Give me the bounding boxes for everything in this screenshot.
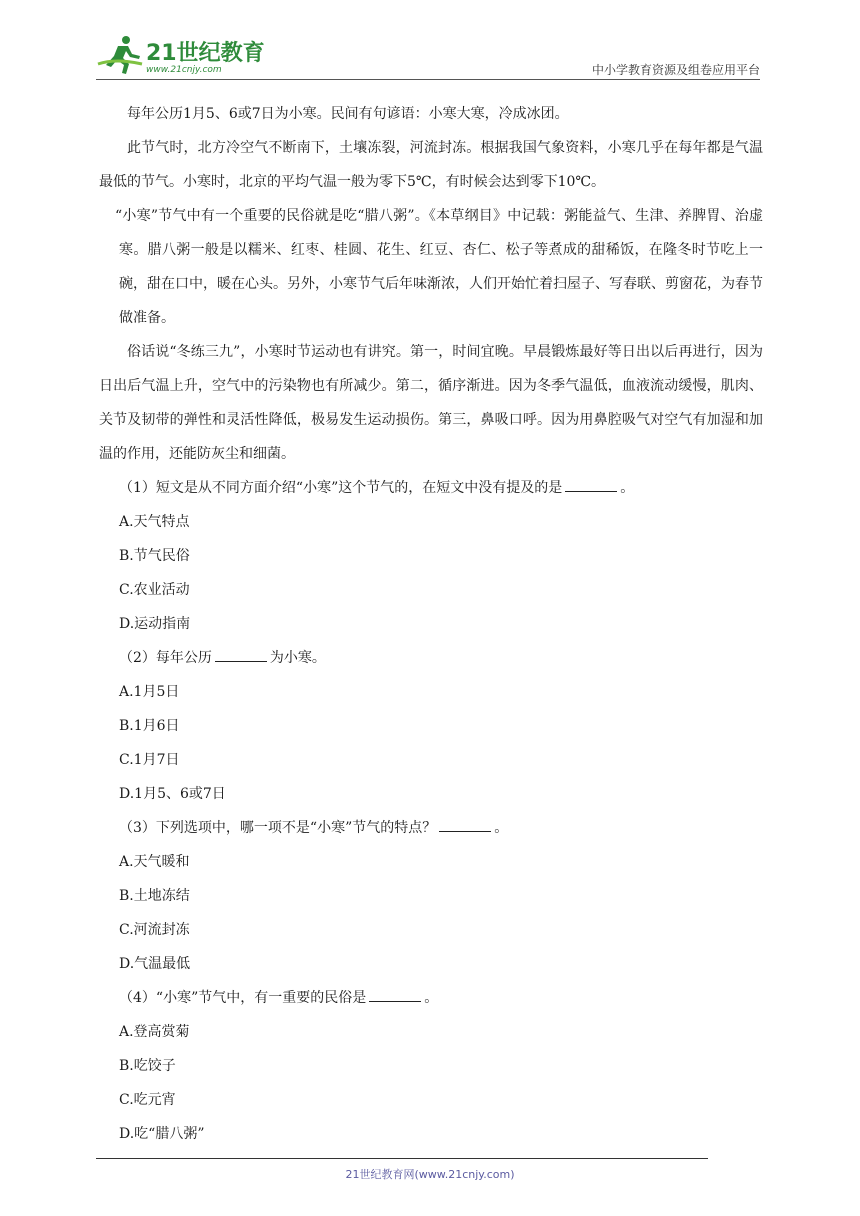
question-3 [99, 811, 763, 981]
answer-blank [565, 477, 617, 492]
question-stem-text: （3）下列选项中，哪一项不是“小寒”节气的特点？ [119, 820, 437, 836]
question-1 [99, 471, 763, 641]
option-b: B.吃饺子 [119, 1058, 176, 1074]
question-stem-end: 。 [424, 990, 439, 1006]
option-d: D.气温最低 [119, 956, 191, 972]
question-stem [99, 471, 763, 505]
logo [96, 34, 266, 76]
option-a: A.登高赏菊 [119, 1024, 190, 1040]
question-stem [99, 981, 763, 1015]
question-stem-end: 。 [494, 820, 509, 836]
footer-divider [96, 1158, 708, 1159]
passage-paragraph-3: “小寒”节气中有一个重要的民俗就是吃“腊八粥”。《本草纲目》中记载：粥能益气、生津、养脾胃、治虚寒。腊八粥一般是以糯米、红枣、桂圆、花生、红豆、杏仁、松子等煮成的甜稀饭，在隆冬时节吃上一碗，甜在口中，暖在心头。另外，小寒节气后年味渐浓，人们开始忙着扫屋子、写春联、剪窗花，为春节做准备。 [115, 208, 763, 326]
option-c: C.1月7日 [119, 752, 180, 768]
passage-paragraph-4: 俗话说“冬练三九”，小寒时节运动也有讲究。第一，时间宜晚。早晨锻炼最好等日出以后再进行，因为日出后气温上升，空气中的污染物也有所减少。第二，循序渐进。因为冬季气温低，血液流动缓慢，肌肉、关节及韧带的弹性和灵活性降低，极易发生运动损伤。第三，鼻吸口呼。因为用鼻腔吸气对空气有加湿和加温的作用，还能防灰尘和细菌。 [99, 344, 763, 462]
question-stem-end: 。 [620, 480, 635, 496]
platform-label: 中小学教育资源及组卷应用平台 [591, 63, 760, 77]
page-header [96, 34, 760, 80]
option-d: D.吃“腊八粥” [119, 1126, 205, 1142]
document-body [99, 97, 763, 1151]
question-4 [99, 981, 763, 1151]
option-c: C.农业活动 [119, 582, 190, 598]
question-stem [99, 811, 763, 845]
option-b: B.1月6日 [119, 718, 180, 734]
answer-blank [439, 817, 491, 832]
question-stem [99, 641, 763, 675]
option-c: C.吃元宵 [119, 1092, 176, 1108]
option-d: D.1月5、6或7日 [119, 786, 226, 802]
answer-blank [369, 987, 421, 1002]
option-a: A.天气暖和 [119, 854, 190, 870]
runner-icon [98, 36, 142, 74]
option-d: D.运动指南 [119, 616, 191, 632]
question-2 [99, 641, 763, 811]
option-a: A.1月5日 [119, 684, 180, 700]
question-stem-text: （4）“小寒”节气中，有一重要的民俗是 [119, 990, 367, 1006]
header-divider [96, 79, 760, 80]
passage-paragraph-2: 此节气时，北方冷空气不断南下，土壤冻裂，河流封冻。根据我国气象资料，小寒几乎在每年都是气温最低的节气。小寒时，北京的平均气温一般为零下5℃，有时候会达到零下10℃。 [99, 140, 763, 190]
logo-wordmark: 21世纪教育 [146, 41, 265, 66]
logo-url: www.21cnjy.com [146, 65, 222, 75]
option-a: A.天气特点 [119, 514, 190, 530]
question-stem-text: （2）每年公历 [119, 650, 212, 666]
option-c: C.河流封冻 [119, 922, 190, 938]
footer-text: 21世纪教育网(www.21cnjy.com) [345, 1168, 515, 1181]
question-stem-text: （1）短文是从不同方面介绍“小寒”这个节气的，在短文中没有提及的是 [119, 480, 563, 496]
answer-blank [215, 647, 267, 662]
option-b: B.土地冻结 [119, 888, 190, 904]
passage-paragraph-1: 每年公历1月5、6或7日为小寒。民间有句谚语：小寒大寒，冷成冰团。 [127, 106, 569, 122]
question-stem-end: 为小寒。 [269, 650, 326, 666]
option-b: B.节气民俗 [119, 548, 190, 564]
